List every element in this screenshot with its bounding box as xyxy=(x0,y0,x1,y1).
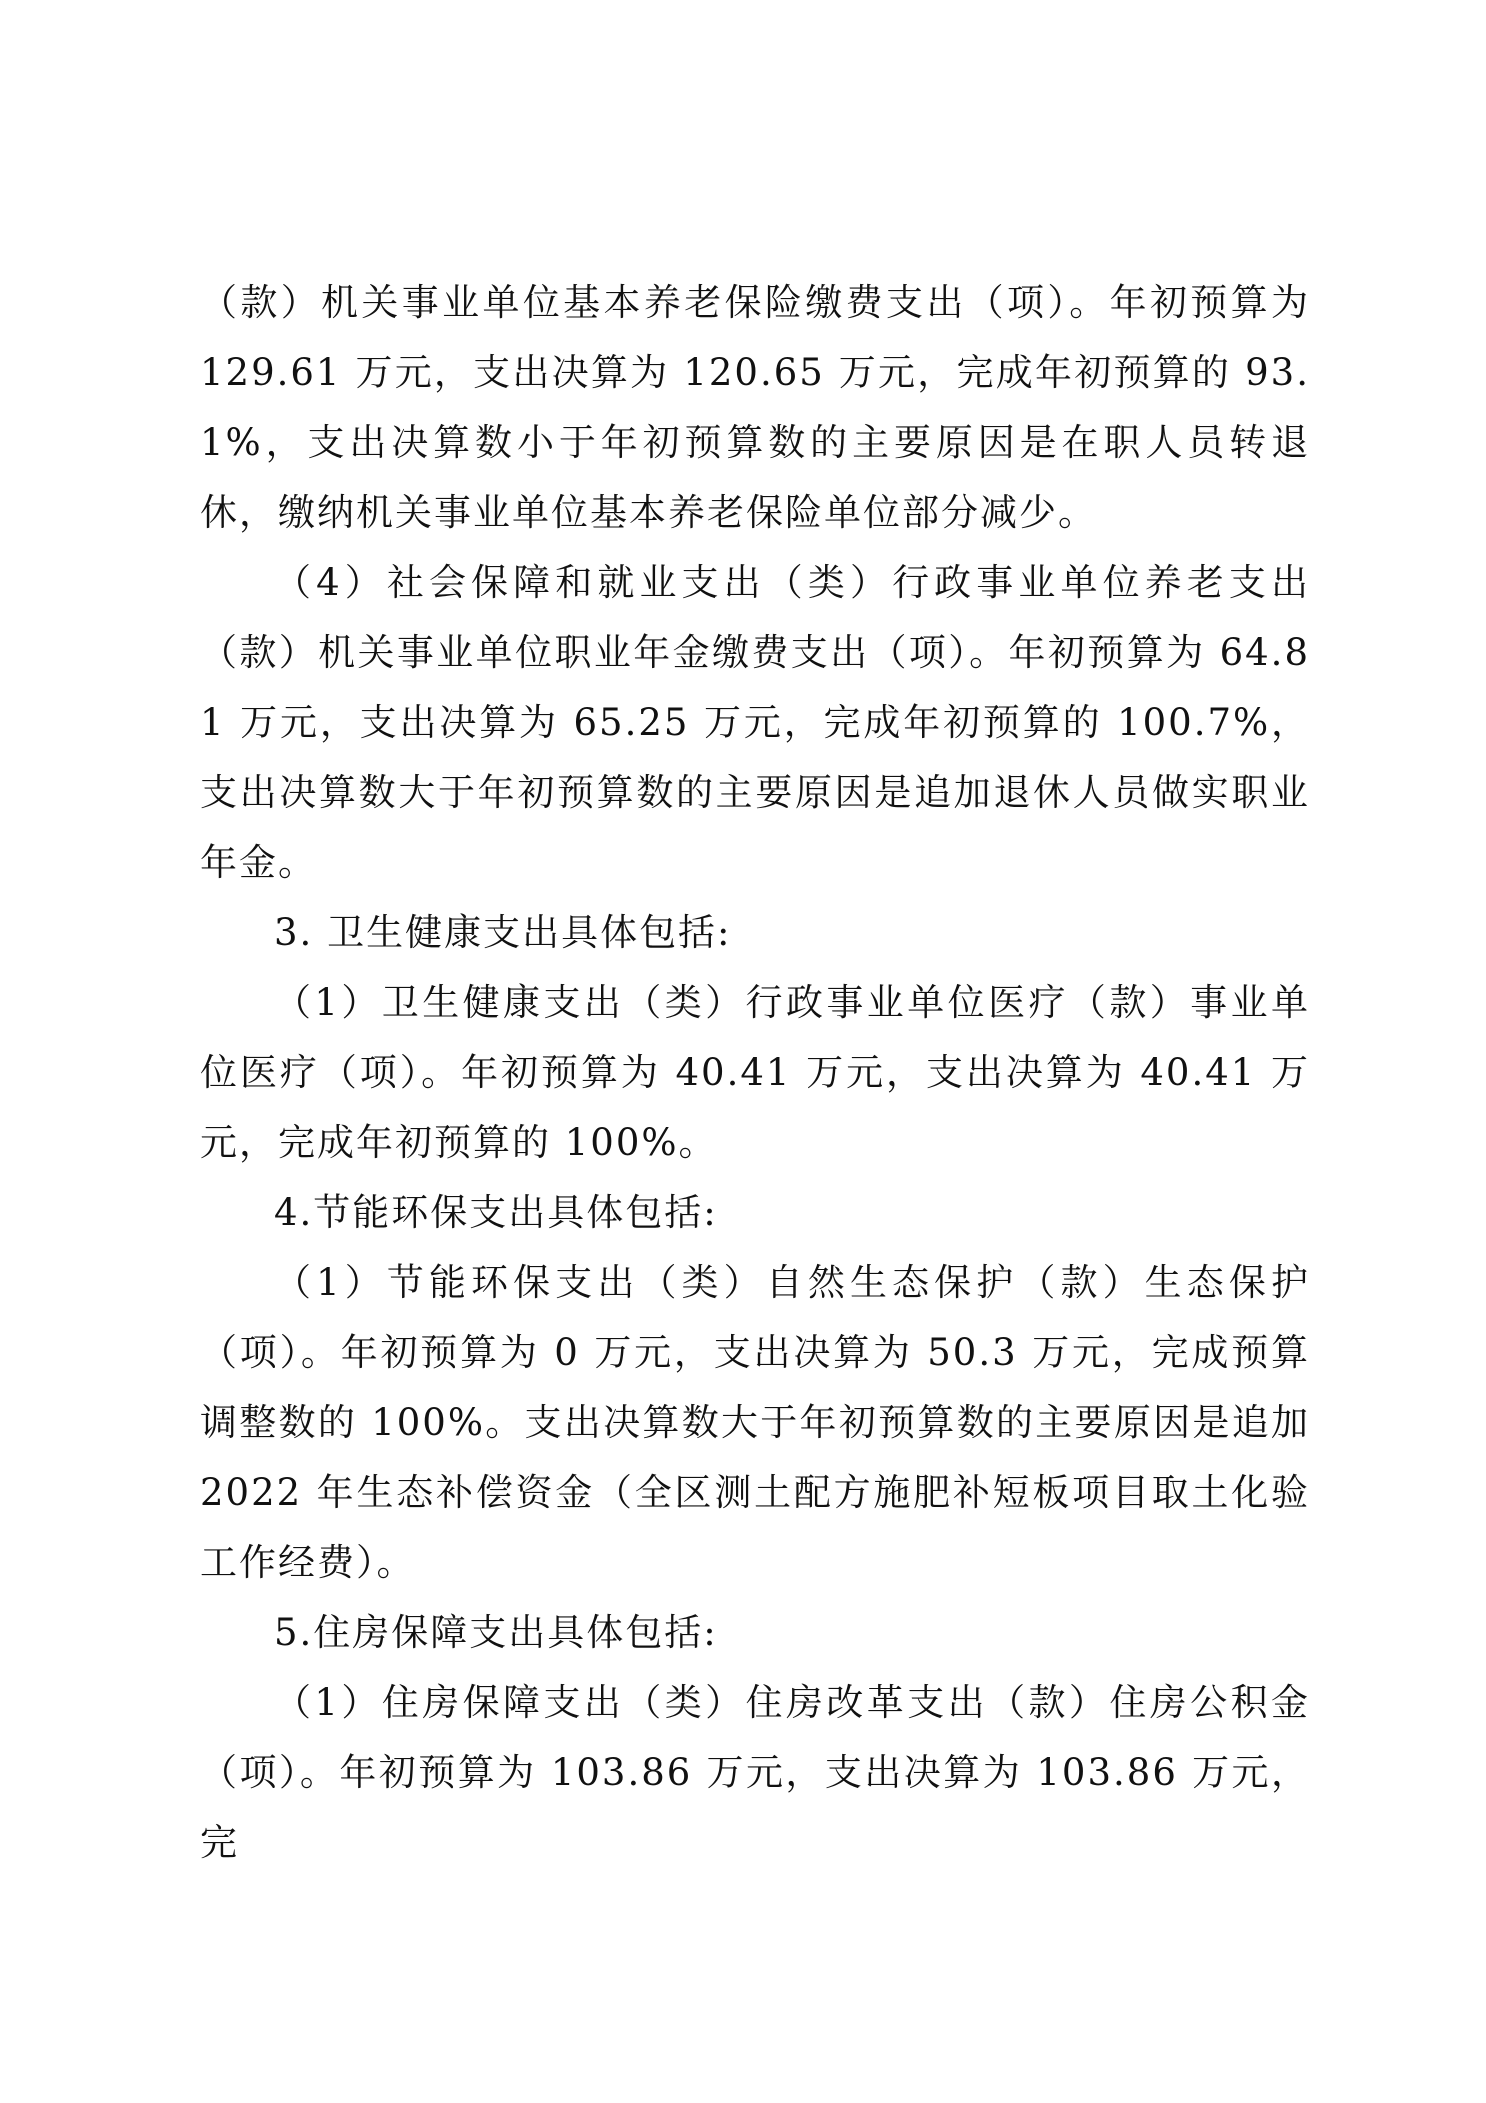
heading-health-expenditure: 3. 卫生健康支出具体包括: xyxy=(274,911,732,954)
paragraph-ecological-protection: （1）节能环保支出（类）自然生态保护（款）生态保护（项）。年初预算为 0 万元，支出决算为 50.3 万元，完成预算调整数的 100%。支出决算数大于年初预算数的主要原因是追加 2022 年生态补偿资金（全区测土配方施肥补短板项目取土化验工作经费）。 xyxy=(200,1261,1310,1584)
heading-housing-security: 5.住房保障支出具体包括: xyxy=(274,1611,718,1654)
paragraph-housing-fund: （1）住房保障支出（类）住房改革支出（款）住房公积金（项）。年初预算为 103.86 万元，支出决算为 103.86 万元，完 xyxy=(200,1681,1310,1864)
paragraph-occupational-annuity: （4）社会保障和就业支出（类）行政事业单位养老支出（款）机关事业单位职业年金缴费支出（项）。年初预算为 64.81 万元，支出决算为 65.25 万元，完成年初预算的 100.7%，支出决算数大于年初预算数的主要原因是追加退休人员做实职业年金。 xyxy=(200,561,1310,884)
heading-energy-environment: 4.节能环保支出具体包括: xyxy=(274,1191,718,1234)
document-body xyxy=(200,268,1310,1878)
paragraph-pension-continuation: （款）机关事业单位基本养老保险缴费支出（项）。年初预算为 129.61 万元，支出决算为 120.65 万元，完成年初预算的 93.1%，支出决算数小于年初预算数的主要原因是在职人员转退休，缴纳机关事业单位基本养老保险单位部分减少。 xyxy=(200,281,1310,534)
paragraph-health-medical: （1）卫生健康支出（类）行政事业单位医疗（款）事业单位医疗（项）。年初预算为 40.41 万元，支出决算为 40.41 万元，完成年初预算的 100%。 xyxy=(200,981,1310,1164)
